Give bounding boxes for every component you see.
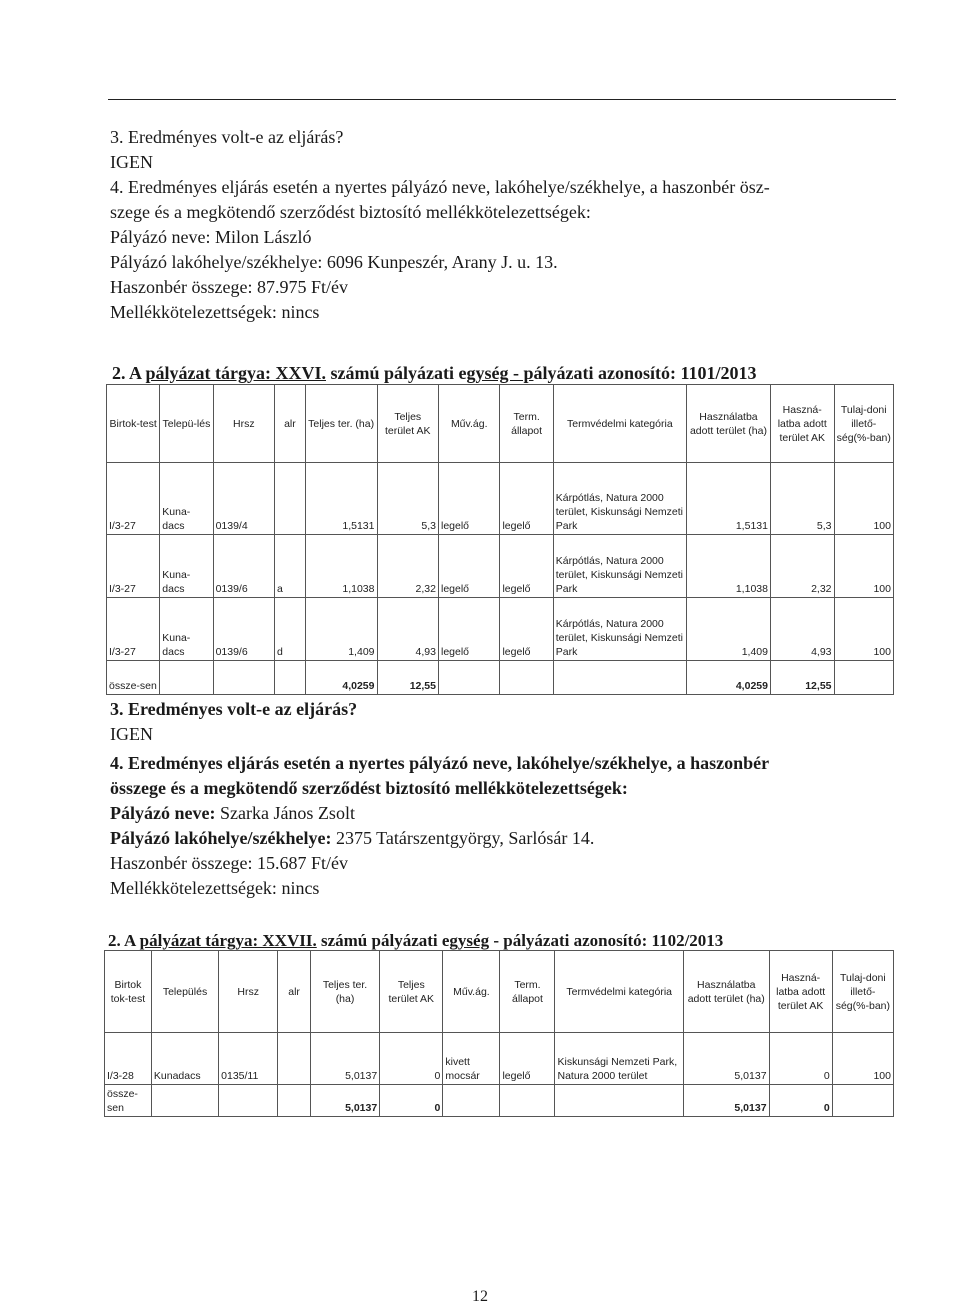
table-cell: I/3-27 [107, 535, 160, 598]
header-cell: Teljes ter. (ha) [310, 951, 379, 1033]
table-cell: 100 [834, 535, 894, 598]
table-row [107, 598, 894, 661]
header-cell: Teljes terület AK [377, 385, 438, 463]
header-cell: Használatba adott terület (ha) [686, 385, 770, 463]
header-cell: Term. állapot [500, 951, 555, 1033]
header-cell: Term. állapot [500, 385, 553, 463]
rent-amount: Haszonbér összege: 15.687 Ft/év [110, 853, 348, 873]
header-cell: Műv.ág. [443, 951, 500, 1033]
table-cell: 0 [769, 1033, 832, 1085]
applicant-address: Pályázó lakóhelye/székhelye: 2375 Tatárszentgyörgy, Sarlósár 14. [110, 828, 595, 848]
table-cell: a [275, 535, 306, 598]
table-cell: 0 [380, 1085, 443, 1117]
table-cell [278, 1085, 311, 1117]
result-section-2 [110, 697, 890, 901]
header-cell: Műv.ág. [438, 385, 499, 463]
table-cell: I/3-28 [105, 1033, 152, 1085]
table-cell: Kárpótlás, Natura 2000 terület, Kiskunsági Nemzeti Park [553, 535, 686, 598]
header-cell: Birtok tok-test [105, 951, 152, 1033]
table-cell: Kárpótlás, Natura 2000 terület, Kiskunsági Nemzeti Park [553, 463, 686, 535]
header-cell: alr [278, 951, 311, 1033]
table-cell: 12,55 [770, 661, 834, 695]
unit-27-title: 2. A pályázat tárgya: XXVII. számú pályázati egység - pályázati azonosító: 1102/2013 [108, 931, 724, 950]
header-cell: Telepü-lés [160, 385, 213, 463]
rent-amount: Haszonbér összege: 87.975 Ft/év [110, 277, 348, 297]
table-cell: 0 [380, 1033, 443, 1085]
table-cell [832, 1085, 893, 1117]
table-cell: 5,0137 [683, 1033, 769, 1085]
table-cell [443, 1085, 500, 1117]
table-cell: legelő [500, 535, 553, 598]
header-cell: alr [275, 385, 306, 463]
table-cell [278, 1033, 311, 1085]
table-cell: Kuna-dacs [160, 463, 213, 535]
question-3: 3. Eredményes volt-e az eljárás? [110, 127, 344, 147]
table-cell: 100 [834, 598, 894, 661]
table-cell: 5,0137 [310, 1033, 379, 1085]
table-cell: d [275, 598, 306, 661]
header-cell: Tulaj-doni illető-ség(%-ban) [834, 385, 894, 463]
table-cell: I/3-27 [107, 598, 160, 661]
unit-26-table [106, 384, 894, 695]
table-cell: össze-sen [107, 661, 160, 695]
table-cell: legelő [500, 598, 553, 661]
table-cell: 1,409 [305, 598, 377, 661]
table-cell: 4,93 [377, 598, 438, 661]
question-3-answer: IGEN [110, 724, 153, 744]
result-section-1 [110, 125, 890, 325]
header-cell: Haszná-latba adott terület AK [770, 385, 834, 463]
table-cell: legelő [438, 463, 499, 535]
header-cell: Teljes terület AK [380, 951, 443, 1033]
header-cell: Teljes ter. (ha) [305, 385, 377, 463]
question-4-line-1: 4. Eredményes eljárás esetén a nyertes pályázó neve, lakóhelye/székhelye, a haszonbér ösz- [110, 177, 770, 197]
header-cell: Hrsz [213, 385, 274, 463]
table-cell [500, 1085, 555, 1117]
question-4-line-1: 4. Eredményes eljárás esetén a nyertes pályázó neve, lakóhelye/székhelye, a haszonbér [110, 753, 770, 773]
table-cell: legelő [500, 1033, 555, 1085]
table-cell: 100 [834, 463, 894, 535]
table-cell [219, 1085, 278, 1117]
table-cell: 1,1038 [305, 535, 377, 598]
table-cell: Kunadacs [151, 1033, 218, 1085]
applicant-name: Pályázó neve: Milon László [110, 227, 312, 247]
table-row [105, 1033, 894, 1085]
table-cell: 1,5131 [686, 463, 770, 535]
table-header-row [105, 951, 894, 1033]
table-header-row [107, 385, 894, 463]
applicant-name: Pályázó neve: Szarka János Zsolt [110, 803, 355, 823]
obligations: Mellékkötelezettségek: nincs [110, 878, 320, 898]
unit-26-title: 2. A pályázat tárgya: XXVI. számú pályázati egység - pályázati azonosító: 1101/2013 [112, 363, 757, 383]
table-cell [213, 661, 274, 695]
table-cell: Kárpótlás, Natura 2000 terület, Kiskunsági Nemzeti Park [553, 598, 686, 661]
table-cell: 5,0137 [310, 1085, 379, 1117]
header-cell: Termvédelmi kategória [555, 951, 683, 1033]
table-cell: legelő [438, 598, 499, 661]
applicant-address: Pályázó lakóhelye/székhelye: 6096 Kunpeszér, Arany J. u. 13. [110, 252, 558, 272]
table-cell: 1,1038 [686, 535, 770, 598]
table-cell: 4,93 [770, 598, 834, 661]
table-cell: kivett mocsár [443, 1033, 500, 1085]
obligations: Mellékkötelezettségek: nincs [110, 302, 320, 322]
table-cell: 0135/11 [219, 1033, 278, 1085]
top-rule [108, 99, 896, 100]
table-cell: össze-sen [105, 1085, 152, 1117]
table-cell: 4,0259 [305, 661, 377, 695]
table-cell: Kiskunsági Nemzeti Park, Natura 2000 terület [555, 1033, 683, 1085]
question-4-line-2: szege és a megkötendő szerződést biztosító mellékkötelezettségek: [110, 202, 591, 222]
question-4-line-2: összege és a megkötendő szerződést biztosító mellékkötelezettségek: [110, 778, 628, 798]
table-cell: 5,3 [770, 463, 834, 535]
table-cell: 0139/6 [213, 598, 274, 661]
table-cell [500, 661, 553, 695]
table-cell [438, 661, 499, 695]
table-cell: 2,32 [377, 535, 438, 598]
table-cell: 1,409 [686, 598, 770, 661]
question-3-answer: IGEN [110, 152, 153, 172]
table-total-row [105, 1085, 894, 1117]
header-cell: Birtok-test [107, 385, 160, 463]
table-cell: 4,0259 [686, 661, 770, 695]
table-cell: legelő [500, 463, 553, 535]
header-cell: Termvédelmi kategória [553, 385, 686, 463]
table-row [107, 463, 894, 535]
table-cell: Kuna-dacs [160, 598, 213, 661]
table-cell [834, 661, 894, 695]
table-cell: 100 [832, 1033, 893, 1085]
question-3: 3. Eredményes volt-e az eljárás? [110, 699, 358, 719]
table-cell [275, 463, 306, 535]
table-cell: 5,0137 [683, 1085, 769, 1117]
table-cell: 0 [769, 1085, 832, 1117]
table-cell: Kuna-dacs [160, 535, 213, 598]
table-cell: 2,32 [770, 535, 834, 598]
header-cell: Haszná-latba adott terület AK [769, 951, 832, 1033]
header-cell: Hrsz [219, 951, 278, 1033]
table-cell [160, 661, 213, 695]
header-cell: Tulaj-doni illető-ség(%-ban) [832, 951, 893, 1033]
table-cell [275, 661, 306, 695]
table-cell [555, 1085, 683, 1117]
unit-27-table [104, 950, 894, 1117]
table-cell [151, 1085, 218, 1117]
header-cell: Település [151, 951, 218, 1033]
header-cell: Használatba adott terület (ha) [683, 951, 769, 1033]
table-cell: 12,55 [377, 661, 438, 695]
page-number: 12 [472, 1288, 488, 1305]
table-cell: legelő [438, 535, 499, 598]
table-cell: 5,3 [377, 463, 438, 535]
table-row [107, 535, 894, 598]
table-total-row [107, 661, 894, 695]
table-cell: 1,5131 [305, 463, 377, 535]
table-cell: 0139/4 [213, 463, 274, 535]
table-cell [553, 661, 686, 695]
table-cell: I/3-27 [107, 463, 160, 535]
table-cell: 0139/6 [213, 535, 274, 598]
